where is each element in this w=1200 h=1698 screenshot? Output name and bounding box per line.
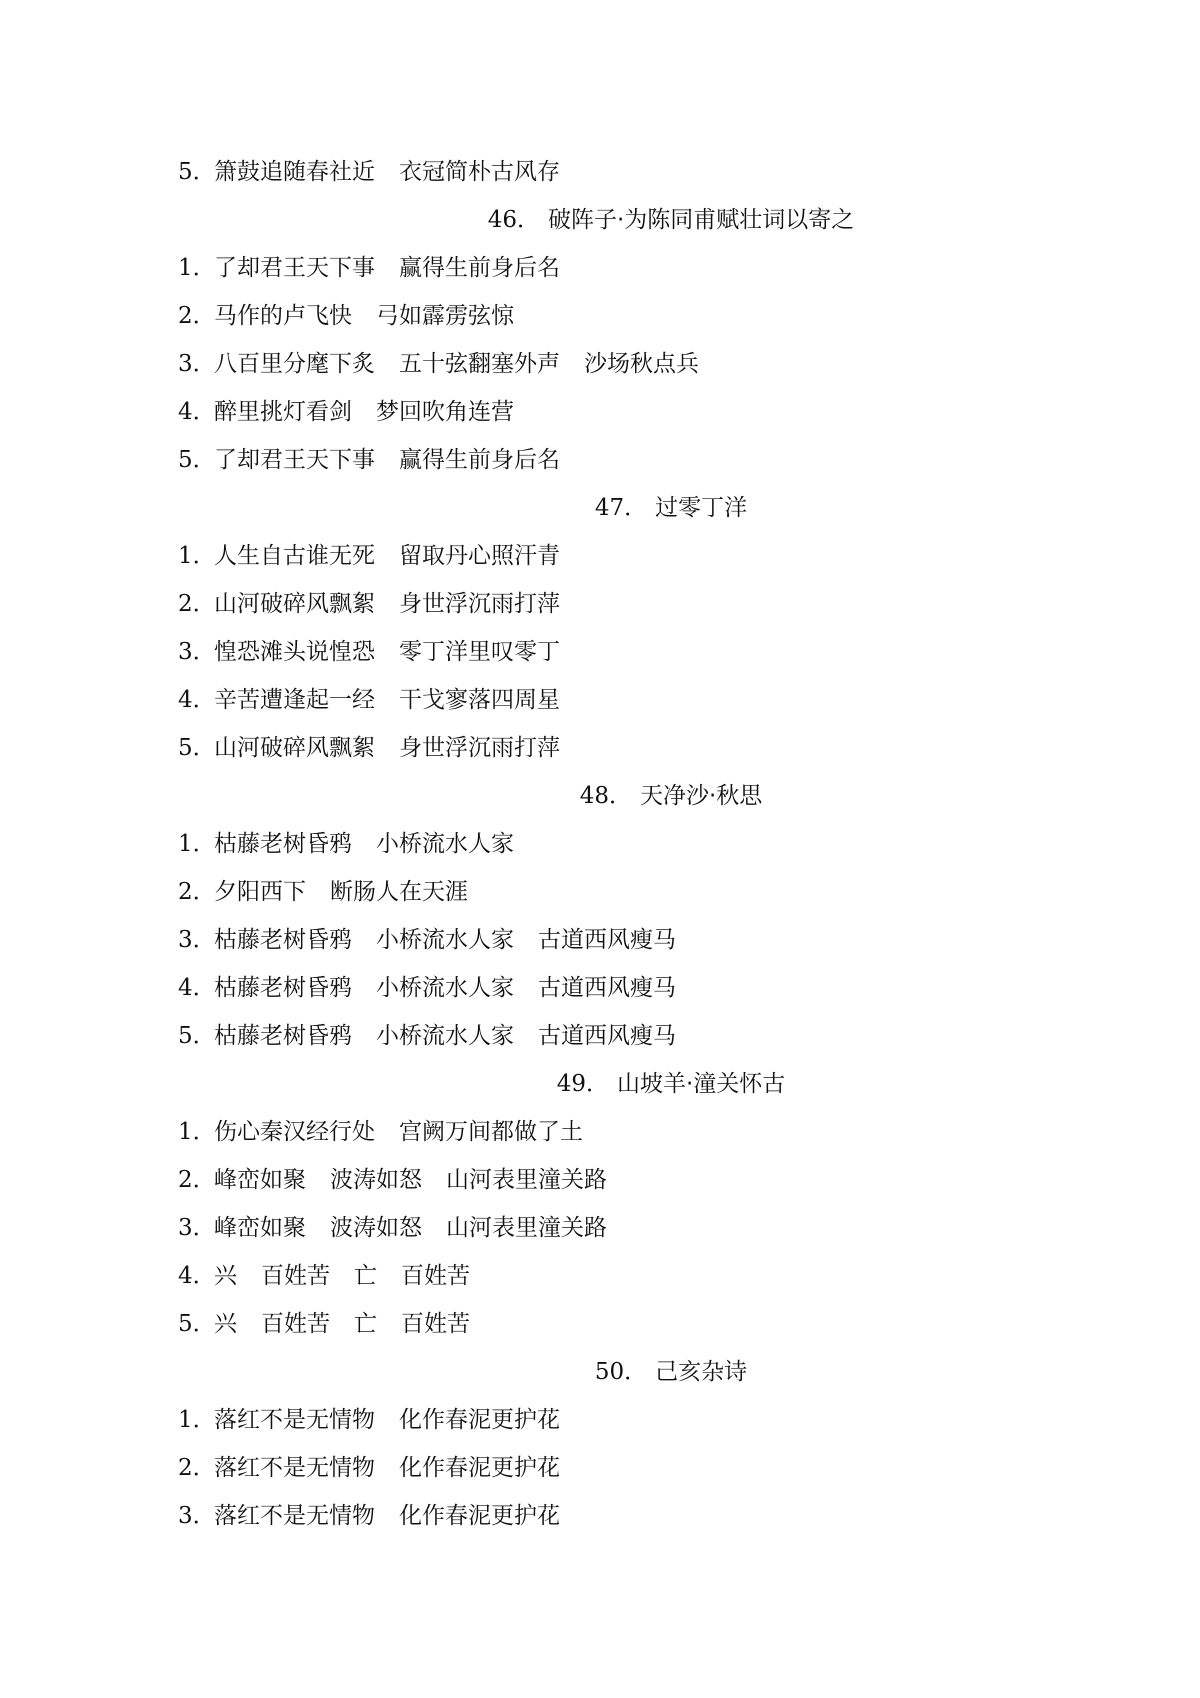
- item-number: 5．: [178, 1311, 216, 1337]
- answer-phrase: 亡: [354, 1311, 377, 1337]
- answer-phrase: 小桥流水人家: [376, 1023, 514, 1049]
- answer-phrase: 小桥流水人家: [376, 975, 514, 1001]
- item-number: 4．: [178, 687, 216, 713]
- answer-item: [178, 628, 1078, 676]
- answer-phrase: 八百里分麾下炙: [214, 351, 375, 377]
- item-number: 1．: [178, 1407, 216, 1433]
- answer-phrase: 了却君王天下事: [214, 447, 375, 473]
- answer-item: [178, 1012, 1078, 1060]
- answer-phrase: 了却君王天下事: [214, 255, 375, 281]
- answer-phrase: 留取丹心照汗青: [399, 543, 560, 569]
- answer-phrase: 山河破碎风飘絮: [214, 735, 375, 761]
- answer-list: [178, 148, 1078, 1540]
- item-number: 1．: [178, 831, 216, 857]
- answer-phrase: 夕阳西下: [214, 879, 306, 905]
- item-number: 5．: [178, 1023, 216, 1049]
- item-number: 2．: [178, 1455, 216, 1481]
- answer-phrase: 伤心秦汉经行处: [214, 1119, 375, 1145]
- answer-item: [178, 676, 1078, 724]
- answer-phrase: 小桥流水人家: [376, 831, 514, 857]
- item-number: 5．: [178, 447, 216, 473]
- answer-item: [178, 340, 1078, 388]
- answer-phrase: 落红不是无情物: [214, 1407, 375, 1433]
- answer-phrase: 身世浮沉雨打萍: [399, 735, 560, 761]
- section-title: [178, 196, 1078, 244]
- answer-phrase: 惶恐滩头说惶恐: [214, 639, 375, 665]
- answer-item: [178, 532, 1078, 580]
- answer-item: [178, 1492, 1078, 1540]
- answer-phrase: 赢得生前身后名: [399, 447, 560, 473]
- section-number: 46．: [487, 207, 540, 233]
- item-number: 2．: [178, 591, 216, 617]
- section-number: 47．: [594, 495, 648, 521]
- answer-phrase: 宫阙万间都做了土: [399, 1119, 583, 1145]
- item-number: 1．: [178, 255, 216, 281]
- item-number: 5．: [178, 735, 216, 761]
- answer-phrase: 辛苦遭逢起一经: [214, 687, 375, 713]
- section-name: 天净沙·秋思: [639, 783, 763, 809]
- answer-phrase: 枯藤老树昏鸦: [214, 1023, 352, 1049]
- answer-phrase: 醉里挑灯看剑: [214, 399, 352, 425]
- answer-phrase: 古道西风瘦马: [538, 927, 676, 953]
- answer-phrase: 断肠人在天涯: [330, 879, 468, 905]
- item-number: 1．: [178, 1119, 216, 1145]
- item-number: 2．: [178, 303, 216, 329]
- item-number: 3．: [178, 639, 216, 665]
- answer-phrase: 枯藤老树昏鸦: [214, 975, 352, 1001]
- answer-phrase: 枯藤老树昏鸦: [214, 831, 352, 857]
- section-name: 山坡羊·潼关怀古: [616, 1071, 786, 1097]
- answer-phrase: 山河表里潼关路: [446, 1215, 607, 1241]
- answer-phrase: 山河破碎风飘絮: [214, 591, 375, 617]
- answer-item: [178, 436, 1078, 484]
- answer-phrase: 百姓苦: [401, 1311, 470, 1337]
- section-name: 己亥杂诗: [655, 1359, 748, 1385]
- answer-phrase: 化作春泥更护花: [399, 1407, 560, 1433]
- answer-item: [178, 1156, 1078, 1204]
- answer-phrase: 衣冠简朴古风存: [399, 159, 560, 185]
- answer-phrase: 梦回吹角连营: [376, 399, 514, 425]
- section-title: [178, 484, 1078, 532]
- item-number: 3．: [178, 1215, 216, 1241]
- answer-item: [178, 724, 1078, 772]
- section-number: 50．: [594, 1359, 648, 1385]
- answer-item: [178, 1300, 1078, 1348]
- answer-phrase: 身世浮沉雨打萍: [399, 591, 560, 617]
- answer-phrase: 古道西风瘦马: [538, 975, 676, 1001]
- item-number: 4．: [178, 399, 216, 425]
- answer-phrase: 干戈寥落四周星: [399, 687, 560, 713]
- section-title: [178, 1348, 1078, 1396]
- answer-item: [178, 820, 1078, 868]
- section-number: 48．: [579, 783, 632, 809]
- item-number: 1．: [178, 543, 216, 569]
- answer-phrase: 马作的卢飞快: [214, 303, 352, 329]
- answer-phrase: 化作春泥更护花: [399, 1503, 560, 1529]
- item-number: 3．: [178, 927, 216, 953]
- answer-phrase: 波涛如怒: [330, 1215, 422, 1241]
- answer-phrase: 落红不是无情物: [214, 1503, 375, 1529]
- section-name: 破阵子·为陈同甫赋壮词以寄之: [547, 207, 855, 233]
- answer-phrase: 百姓苦: [401, 1263, 470, 1289]
- answer-phrase: 赢得生前身后名: [399, 255, 560, 281]
- answer-phrase: 山河表里潼关路: [446, 1167, 607, 1193]
- answer-phrase: 沙场秋点兵: [584, 351, 699, 377]
- answer-item: [178, 1108, 1078, 1156]
- item-number: 4．: [178, 975, 216, 1001]
- answer-item: [178, 244, 1078, 292]
- answer-phrase: 小桥流水人家: [376, 927, 514, 953]
- item-number: 5．: [178, 159, 216, 185]
- answer-item: [178, 1252, 1078, 1300]
- answer-phrase: 古道西风瘦马: [538, 1023, 676, 1049]
- section-name: 过零丁洋: [655, 495, 748, 521]
- answer-item: [178, 964, 1078, 1012]
- answer-item: [178, 1204, 1078, 1252]
- answer-phrase: 亡: [354, 1263, 377, 1289]
- item-number: 2．: [178, 879, 216, 905]
- section-number: 49．: [556, 1071, 609, 1097]
- answer-phrase: 兴: [214, 1311, 237, 1337]
- answer-phrase: 百姓苦: [261, 1311, 330, 1337]
- answer-item: [178, 388, 1078, 436]
- answer-phrase: 兴: [214, 1263, 237, 1289]
- answer-phrase: 箫鼓追随春社近: [214, 159, 375, 185]
- answer-phrase: 百姓苦: [261, 1263, 330, 1289]
- item-number: 4．: [178, 1263, 216, 1289]
- answer-phrase: 人生自古谁无死: [214, 543, 375, 569]
- section-title: [178, 1060, 1078, 1108]
- item-number: 3．: [178, 1503, 216, 1529]
- answer-phrase: 枯藤老树昏鸦: [214, 927, 352, 953]
- answer-phrase: 零丁洋里叹零丁: [399, 639, 560, 665]
- item-number: 2．: [178, 1167, 216, 1193]
- answer-item: [178, 868, 1078, 916]
- answer-item: [178, 916, 1078, 964]
- answer-item: [178, 1444, 1078, 1492]
- answer-phrase: 弓如霹雳弦惊: [376, 303, 514, 329]
- answer-item: [178, 292, 1078, 340]
- answer-item: [178, 1396, 1078, 1444]
- item-number: 3．: [178, 351, 216, 377]
- answer-phrase: 落红不是无情物: [214, 1455, 375, 1481]
- answer-item: [178, 148, 1078, 196]
- answer-phrase: 化作春泥更护花: [399, 1455, 560, 1481]
- answer-phrase: 峰峦如聚: [214, 1167, 306, 1193]
- answer-phrase: 五十弦翻塞外声: [399, 351, 560, 377]
- answer-phrase: 峰峦如聚: [214, 1215, 306, 1241]
- answer-phrase: 波涛如怒: [330, 1167, 422, 1193]
- section-title: [178, 772, 1078, 820]
- answer-item: [178, 580, 1078, 628]
